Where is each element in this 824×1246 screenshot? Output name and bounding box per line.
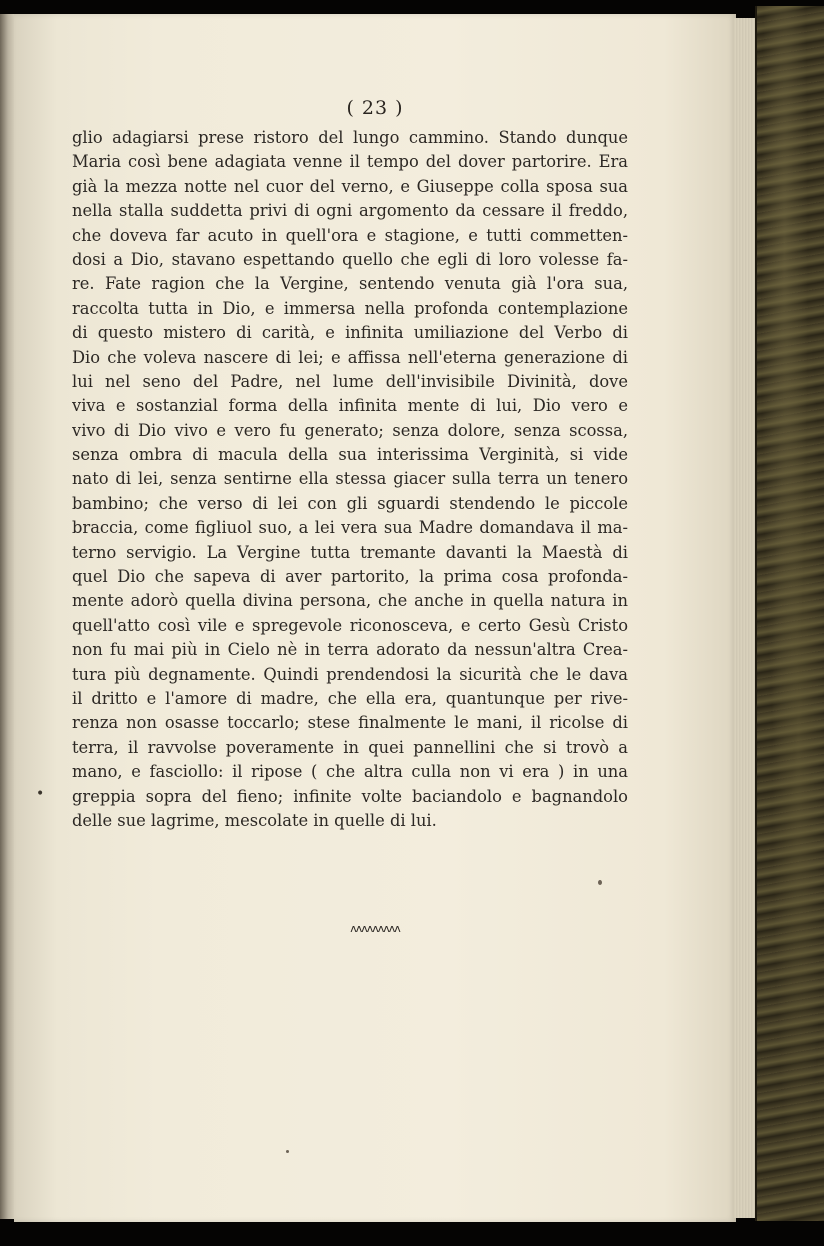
text-line: braccia, come figliuol suo, a lei vera sua Madre domandava il ma-	[72, 518, 628, 538]
text-line: quell'atto così vile e spregevole riconosceva, e certo Gesù Cristo	[72, 615, 628, 635]
text-line: di questo mistero di carità, e infinita umiliazione del Verbo di	[72, 323, 628, 343]
margin-mark: •	[36, 786, 45, 802]
text-line: nella stalla suddetta privi di ogni argomento da cessare il freddo,	[72, 201, 628, 221]
text-line: dosi a Dio, stavano espettando quello che egli di loro volesse fa-	[72, 249, 628, 269]
text-line: nato di lei, senza sentirne ella stessa giacer sulla terra un tenero	[72, 469, 628, 489]
text-line: delle sue lagrime, mescolate in quelle di lui.	[72, 810, 437, 830]
text-line: già la mezza notte nel cuor del verno, e Giuseppe colla sposa sua	[72, 176, 628, 196]
text-line: re. Fate ragion che la Vergine, sentendo venuta già l'ora sua,	[72, 274, 628, 294]
text-line: renza non osasse toccarlo; stese finalmente le mani, il ricolse di	[72, 713, 628, 733]
book-page	[14, 14, 736, 1222]
page-number: ( 23 )	[346, 97, 404, 119]
book-cover	[755, 6, 824, 1221]
text-line: bambino; che verso di lei con gli sguardi stendendo le piccole	[72, 493, 628, 513]
text-line: raccolta tutta in Dio, e immersa nella profonda contemplazione	[72, 298, 628, 318]
text-line: viva e sostanzial forma della infinita mente di lui, Dio vero e	[72, 396, 628, 416]
end-ornament: ʌʌʌʌʌʌʌʌʌ	[350, 922, 400, 935]
text-line: mano, e fasciollo: il ripose ( che altra culla non vi era ) in una	[72, 762, 628, 782]
text-line: Maria così bene adagiata venne il tempo del dover partorire. Era	[72, 152, 628, 172]
text-line: greppia sopra del fieno; infinite volte baciandolo e bagnandolo	[72, 786, 628, 806]
text-line: che doveva far acuto in quell'ora e stagione, e tutti commetten-	[72, 225, 628, 245]
text-line: quel Dio che sapeva di aver partorito, la prima cosa profonda-	[72, 567, 628, 587]
text-line: terra, il ravvolse poveramente in quei pannellini che si trovò a	[72, 737, 628, 757]
text-line: senza ombra di macula della sua interissima Verginità, si vide	[72, 445, 628, 465]
text-line: Dio che voleva nascere di lei; e affissa nell'eterna generazione di	[72, 347, 628, 367]
body-text	[72, 126, 628, 833]
text-line: lui nel seno del Padre, nel lume dell'invisibile Divinità, dove	[72, 371, 628, 391]
text-line: vivo di Dio vivo e vero fu generato; senza dolore, senza scossa,	[72, 420, 628, 440]
text-line: tura più degnamente. Quindi prendendosi la sicurità che le dava	[72, 664, 628, 684]
ink-speck	[286, 1150, 289, 1153]
text-line: mente adorò quella divina persona, che anche in quella natura in	[72, 591, 628, 611]
page-block-edge	[733, 18, 756, 1218]
text-line: il dritto e l'amore di madre, che ella era, quantunque per rive-	[72, 688, 628, 708]
text-line: non fu mai più in Cielo nè in terra adorato da nessun'altra Crea-	[72, 640, 628, 660]
text-line: glio adagiarsi prese ristoro del lungo cammino. Stando dunque	[72, 128, 628, 147]
text-line: terno servigio. La Vergine tutta tremante davanti la Maestà di	[72, 542, 628, 562]
ink-speck	[598, 880, 602, 885]
